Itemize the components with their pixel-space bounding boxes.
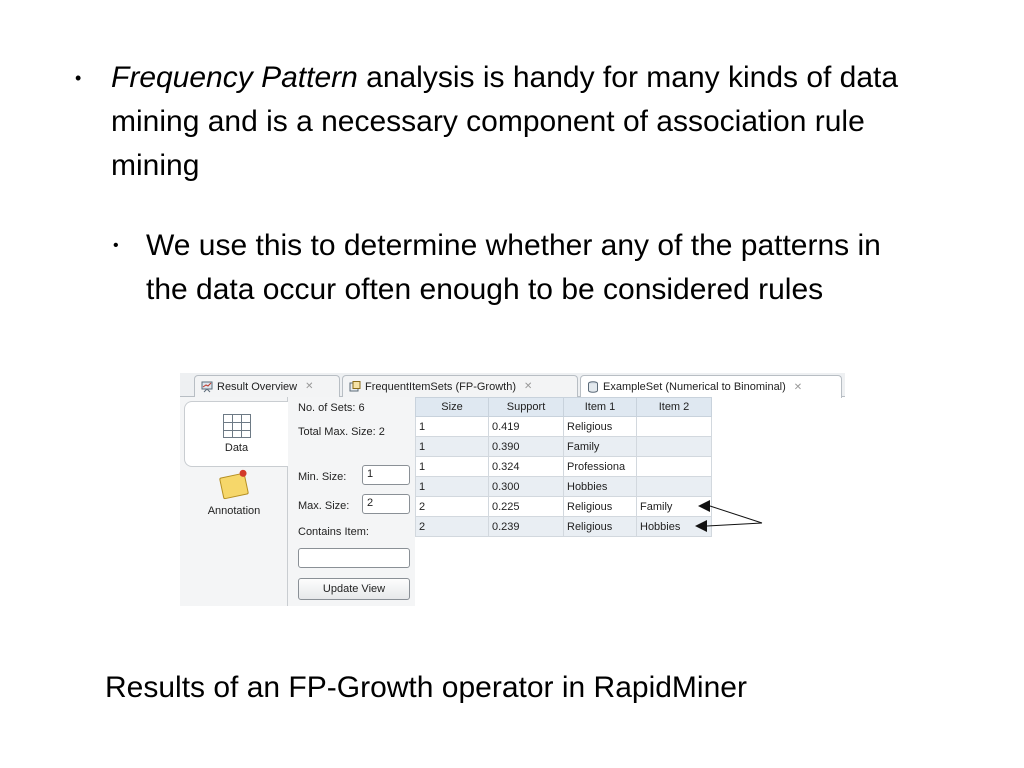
column-header-support[interactable]: Support xyxy=(489,398,564,417)
cell-item-1: Religious xyxy=(564,497,637,517)
cell-support: 0.239 xyxy=(489,517,564,537)
bullet-marker: • xyxy=(75,68,82,88)
sets-count: No. of Sets: 6 xyxy=(298,402,365,414)
bullet-frequency-pattern xyxy=(75,56,955,188)
sidebar-item-label: Data xyxy=(224,442,249,454)
cell-item-1: Professiona xyxy=(564,457,637,477)
contains-item-label: Contains Item: xyxy=(298,526,369,538)
cell-support: 0.419 xyxy=(489,417,564,437)
cell-size: 1 xyxy=(416,477,489,497)
cell-item-1: Family xyxy=(564,437,637,457)
arrow-line-hobbies xyxy=(707,523,762,526)
bullet-text: We use this to determine whether any of the patterns in the data occur often enough to be considered rules xyxy=(146,229,881,306)
tab-label: FrequentItemSets (FP-Growth) xyxy=(365,380,516,393)
cell-item-1: Religious xyxy=(564,417,637,437)
arrow-head-hobbies xyxy=(695,520,707,532)
close-icon[interactable]: ✕ xyxy=(524,381,533,392)
tab-label: ExampleSet (Numerical to Binominal) xyxy=(603,381,786,393)
min-size-label: Min. Size: xyxy=(298,471,347,483)
update-view-button[interactable]: Update View xyxy=(298,578,410,600)
cell-item-1: Hobbies xyxy=(564,477,637,497)
cell-support: 0.300 xyxy=(489,477,564,497)
bullet-determine-rules xyxy=(113,224,913,312)
tab-label: Result Overview xyxy=(217,380,298,393)
cell-item-2: Family xyxy=(637,497,712,517)
bullet-rest: analysis is handy for many kinds of data mining and is a necessary component of association rule mining xyxy=(111,61,899,182)
cell-support: 0.225 xyxy=(489,497,564,517)
sidebar-item-label: Annotation xyxy=(207,505,261,517)
cell-size: 1 xyxy=(416,457,489,477)
cell-support: 0.390 xyxy=(489,437,564,457)
cell-size: 2 xyxy=(416,517,489,537)
cell-item-2: Hobbies xyxy=(637,517,712,537)
cell-size: 2 xyxy=(416,497,489,517)
bullet-marker: • xyxy=(113,237,119,254)
cell-support: 0.324 xyxy=(489,457,564,477)
annotation-arrows xyxy=(180,373,845,606)
rapidminer-screenshot xyxy=(180,373,845,606)
arrow-line-family xyxy=(710,506,762,523)
column-header-size[interactable]: Size xyxy=(416,398,489,417)
cell-size: 1 xyxy=(416,417,489,437)
cell-size: 1 xyxy=(416,437,489,457)
max-size-label: Max. Size: xyxy=(298,500,350,512)
arrow-head-family xyxy=(698,500,710,512)
column-header-item-1[interactable]: Item 1 xyxy=(564,398,637,417)
cell-item-1: Religious xyxy=(564,517,637,537)
min-size-field[interactable]: 1 xyxy=(362,465,410,485)
bullet-emphasis: Frequency Pattern xyxy=(111,61,358,94)
slide-caption: Results of an FP-Growth operator in RapidMiner xyxy=(105,671,747,704)
column-header-item-2[interactable]: Item 2 xyxy=(637,398,712,417)
close-icon[interactable]: ✕ xyxy=(793,381,803,393)
max-size-field[interactable]: 2 xyxy=(362,494,410,514)
bullet-text xyxy=(111,56,955,188)
total-max-size: Total Max. Size: 2 xyxy=(298,426,385,438)
close-icon[interactable]: ✕ xyxy=(305,381,314,392)
